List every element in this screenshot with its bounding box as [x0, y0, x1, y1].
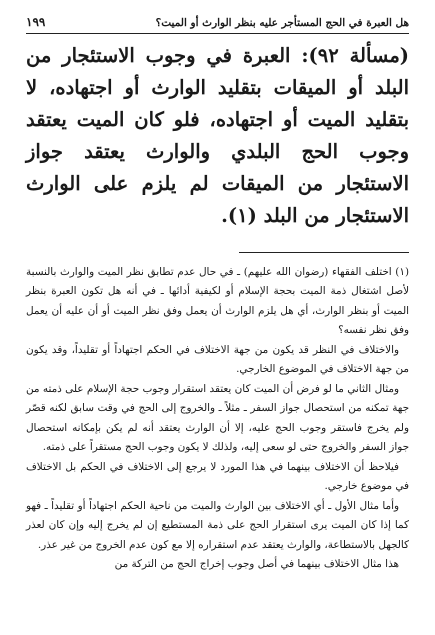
footnote-paragraph: هذا مثال الاختلاف بينهما في أصل وجوب إخراج الحج من التركة من	[114, 558, 399, 570]
page-number: ١٩٩	[26, 15, 46, 29]
footnote-paragraph: فيلاحظ أن الاختلاف بينهما في هذا المورد لا يرجع إلى الاختلاف في الحكم بل الاختلاف في موضوع خارجي.	[26, 460, 409, 492]
footnote-paragraph: ومثال الثاني ما لو فرض أن الميت كان يعتقد استقرار وجوب حجة الإسلام على ذمته من جهة تمكنه من استحصال جواز السفر ـ مثلاً ـ والخروج إلى الحج في وقت سابق لكنه قصّر ولم يخرج فاستقر وجوب الحج عليه، إلا أن الوارث يعتقد أنه لم يكن بإمكانه استحصال جواز السفر والخروج حتى لو سعى إليه، ولذلك لا يكون وجوب الحج مستقراً على ذمته.	[26, 382, 409, 453]
footnote-paragraph: وأما مثال الأول ـ أي الاختلاف بين الوارث والميت من ناحية الحكم اجتهاداً أو تقليداً ـ فهو كما إذا كان الميت يرى استقرار الحج على ذمة المستطيع إن لم يخرج إليه وإن كان لعذر كالجهل بالاستطاعة، والوارث يعتقد عدم استقراره إلا مع كون عدم الخروج من غير عذر.	[26, 499, 409, 551]
footnote-paragraph: والاختلاف في النظر قد يكون من جهة الاختلاف في الحكم اجتهاداً أو تقليداً، وقد يكون من جهة الاختلاف في الموضوع الخارجي.	[26, 343, 409, 375]
running-header	[26, 14, 409, 34]
footnotes	[26, 263, 409, 575]
header-title: هل العبرة في الحج المستأجر عليه بنظر الوارث أو الميت؟	[155, 17, 409, 29]
issue-paragraph: (مسألة ٩٢): العبرة في وجوب الاستئجار من البلد أو الميقات بتقليد الوارث أو اجتهاده، لا بتقليد الميت أو اجتهاده، فلو كان الميت يعتقد وجوب الحج البلدي والوارث يعتقد جواز الاستئجار من الميقات لم يلزم على الوارث الاستئجار من البلد (١).	[26, 44, 409, 227]
footnote-separator	[239, 252, 409, 253]
footnote-paragraph: (١) اختلف الفقهاء (رضوان الله عليهم) ـ في حال عدم تطابق نظر الميت والوارث بالنسبة لأصل اشتغال ذمة الميت بحجة الإسلام أو لكيفية أدائها ـ في أنه هل تكون العبرة بنظر الميت أو بنظر الوارث، أي هل يلزم الوارث أن يعمل وفق نظر الميت أو أن عليه أن يعمل وفق نظر نفسه؟	[26, 265, 409, 336]
